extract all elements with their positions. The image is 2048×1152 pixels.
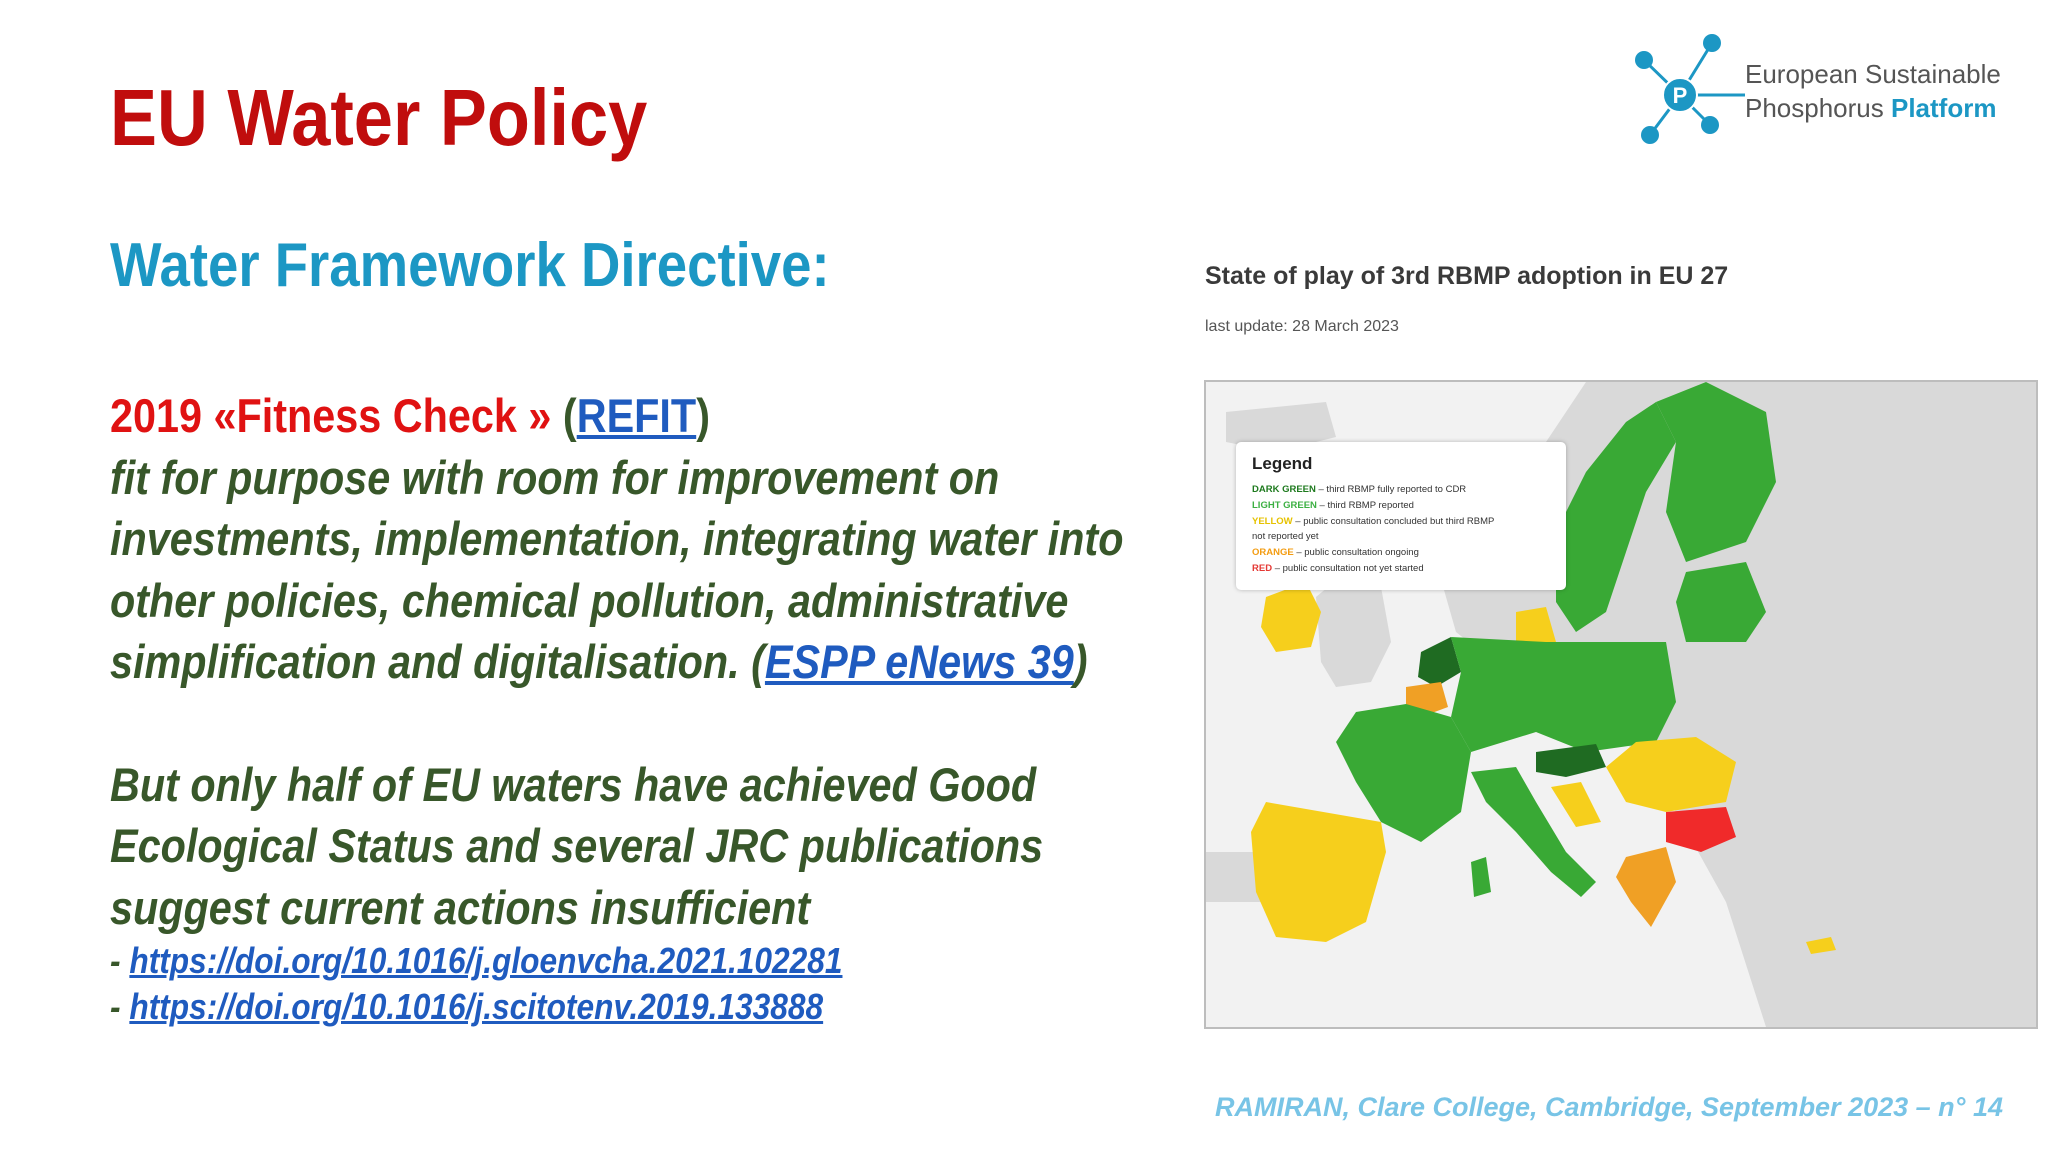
paragraph1-line2: investments, implementation, integrating water into (110, 512, 1124, 565)
paragraph2-line3: suggest current actions insufficient (110, 880, 811, 934)
central-europe-region (1451, 637, 1676, 752)
logo-text-line1: European Sustainable (1745, 59, 2001, 89)
molecule-icon (1620, 25, 1750, 150)
slide-subtitle: Water Framework Directive: (110, 231, 830, 300)
espp-enews-link[interactable]: ESPP eNews 39 (764, 635, 1074, 688)
reference-dash: - (110, 986, 130, 1027)
iberia-region (1251, 802, 1386, 942)
legend-item: RED – public consultation not yet started (1252, 563, 1424, 574)
legend-item: ORANGE – public consultation ongoing (1252, 547, 1419, 558)
logo-text-platform: Platform (1890, 93, 1997, 123)
legend-item: not reported yet (1252, 531, 1319, 542)
eu-rbmp-map (1204, 380, 2038, 1029)
slide-body (110, 385, 1124, 1030)
paragraph2-line2: Ecological Status and several JRC publications (110, 819, 1044, 872)
logo-node-letter: P (1672, 83, 1688, 108)
logo-text-phosphorus: Phosphorus (1745, 93, 1891, 123)
paragraph1-line4-suffix: ) (1073, 635, 1088, 688)
close-paren: ) (696, 389, 710, 442)
legend-item: LIGHT GREEN – third RBMP reported (1252, 500, 1414, 511)
slide-footer: RAMIRAN, Clare College, Cambridge, September 2023 – n° 14 (1214, 1092, 2003, 1122)
espp-logo (1620, 25, 2020, 150)
refit-link[interactable]: REFIT (576, 389, 697, 442)
fitness-check-line (110, 385, 1078, 447)
doi-link-1[interactable]: https://doi.org/10.1016/j.gloenvcha.2021.102281 (129, 940, 843, 981)
paragraph1-line4 (110, 631, 1088, 693)
spacer (110, 693, 1078, 754)
paragraph1-line3: other policies, chemical pollution, administrative (110, 573, 1069, 627)
legend-title: Legend (1252, 454, 1313, 473)
map-last-update: last update: 28 March 2023 (1205, 318, 1399, 335)
fitness-check-heading: 2019 «Fitness Check » (110, 389, 552, 442)
legend-item: DARK GREEN – third RBMP fully reported to CDR (1252, 484, 1467, 495)
doi-link-2[interactable]: https://doi.org/10.1016/j.scitotenv.2019.133888 (129, 986, 824, 1027)
paragraph1-line1: fit for purpose with room for improvement on (110, 450, 1000, 504)
reference-dash: - (110, 940, 130, 981)
legend-item: YELLOW – public consultation concluded but third RBMP (1252, 516, 1495, 527)
reference-2 (110, 984, 1078, 1030)
slide-title: EU Water Policy (110, 73, 648, 162)
open-paren: ( (562, 389, 577, 442)
paragraph1-line4-prefix: simplification and digitalisation. ( (110, 635, 765, 688)
reference-1 (110, 938, 1078, 984)
map-title: State of play of 3rd RBMP adoption in EU 27 (1205, 262, 1729, 290)
paragraph2-line1: But only half of EU waters have achieved Good (110, 757, 1037, 811)
map-legend (1236, 442, 1566, 590)
logo-text-line2 (1745, 93, 1996, 124)
